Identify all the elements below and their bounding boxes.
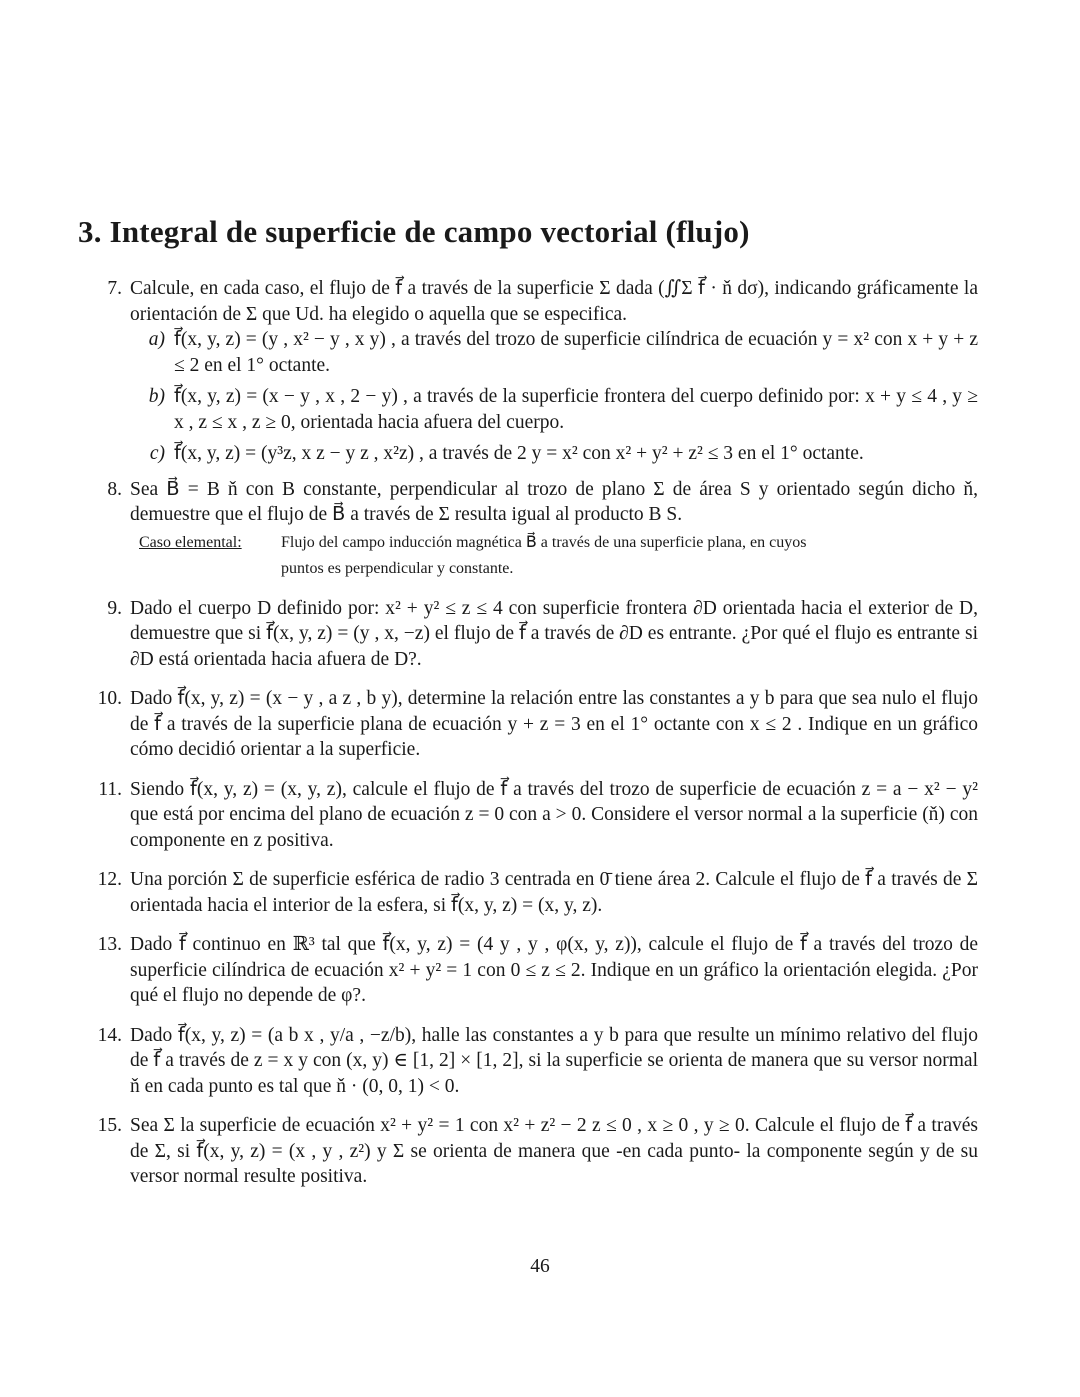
page-number: 46 [530, 1256, 550, 1277]
problem-number: 7. [107, 278, 122, 299]
subproblem-text: f⃗(x, y, z) = (y³z, x z − y z , x²z) , a través de 2 y = x² con x² + y² + z² ≤ 3 en el 1° octante. [174, 443, 864, 464]
problem-15 [0, 1113, 1080, 1190]
subproblem-b [0, 384, 1080, 435]
problem-7 [0, 276, 1080, 467]
problem-text: Sea B⃗ = B ň con B constante, perpendicular al trozo de plano Σ de área S y orientado según dicho ň, demuestre que el flujo de B⃗ a través de Σ resulta igual al producto B S. [130, 478, 978, 525]
problem-12 [0, 867, 1080, 918]
problem-list [0, 276, 1080, 1190]
subproblem-text: f⃗(x, y, z) = (x − y , x , 2 − y) , a través de la superficie frontera del cuerpo definido por: x + y ≤ 4 , y ≥ x , z ≤ x , z ≥ 0, orientada hacia afuera del cuerpo. [174, 386, 978, 433]
problem-text: Siendo f⃗(x, y, z) = (x, y, z), calcule el flujo de f⃗ a través del trozo de superficie de ecuación z = a − x² − y² que está por encima del plano de ecuación z = 0 con a > 0. Considere el versor normal a la superficie (ň) con componente en z positiva. [130, 778, 978, 851]
elemental-case-text: Flujo del campo inducción magnética B⃗ a través de una superficie plana, en cuyos puntos es perpendicular y constante. [281, 533, 807, 577]
problem-text: Dado f⃗(x, y, z) = (a b x , y/a , −z/b), halle las constantes a y b para que resulte un mínimo relativo del flujo de f⃗ a través de z = x y con (x, y) ∈ [1, 2] × [1, 2], si la superficie se orienta de manera que su versor normal ň en cada punto es tal que ň · (0, 0, 1) < 0. [130, 1024, 978, 1097]
problem-text: Dado el cuerpo D definido por: x² + y² ≤ z ≤ 4 con superficie frontera ∂D orientada hacia el exterior de D, demuestre que si f⃗(x, y, z) = (y , x, −z) el flujo de f⃗ a través de ∂D es entrante. ¿Por qué el flujo es entrante si ∂D está orientada hacia afuera de D?. [130, 597, 978, 670]
problem-number: 12. [97, 869, 122, 890]
problem-text: Dado f⃗ continuo en ℝ³ tal que f⃗(x, y, z) = (4 y , y , φ(x, y, z)), calcule el flujo de f⃗ a través del trozo de superficie cilíndrica de ecuación x² + y² = 1 con 0 ≤ z ≤ 2. Indique en un gráfico la orientación elegida. ¿Por qué el flujo no depende de φ?. [130, 934, 978, 1006]
problem-8 [0, 477, 1080, 582]
problem-number: 15. [97, 1115, 122, 1136]
problem-9 [0, 596, 1080, 673]
problem-number: 9. [107, 597, 122, 619]
section-title: 3. Integral de superficie de campo vectorial (flujo) [78, 214, 750, 249]
problem-number: 8. [107, 478, 122, 500]
problem-number: 11. [98, 778, 122, 800]
problem-10 [0, 686, 1080, 763]
problem-number: 14. [97, 1024, 122, 1046]
subproblem-a [0, 327, 1080, 378]
subproblem-label: c) [149, 443, 165, 464]
problem-text: Sea Σ la superficie de ecuación x² + y² = 1 con x² + z² − 2 z ≤ 0 , x ≥ 0 , y ≥ 0. Calcule el flujo de f⃗ a través de Σ, si f⃗(x, y, z) = (x , y , z²) y Σ se orienta de manera que -en cada punto- la componente según y de su versor normal resulte positiva. [130, 1115, 978, 1187]
subproblem-label: a) [148, 329, 165, 350]
elemental-case-label: Caso elemental: [139, 533, 242, 551]
problem-11 [0, 777, 1080, 854]
problem-13 [0, 932, 1080, 1009]
problem-text: Una porción Σ de superficie esférica de radio 3 centrada en 0̄ tiene área 2. Calcule el flujo de f⃗ a través de Σ orientada hacia el interior de la esfera, si f⃗(x, y, z) = (x, y, z). [130, 869, 978, 916]
problem-number: 10. [97, 688, 122, 709]
problem-text: Dado f⃗(x, y, z) = (x − y , a z , b y), determine la relación entre las constantes a y b para que sea nulo el flujo de f⃗ a través de la superficie plana de ecuación y + z = 3 en el 1° octante con x ≤ 2 . Indique en un gráfico cómo decidió orientar a la superficie. [130, 688, 978, 760]
subproblem-text: f⃗(x, y, z) = (y , x² − y , x y) , a través del trozo de superficie cilíndrica de ecuación y = x² con x + y + z ≤ 2 en el 1° octante. [174, 329, 978, 376]
problem-text: Calcule, en cada caso, el flujo de f⃗ a través de la superficie Σ dada (∬Σ f⃗ · ň dσ), indicando gráficamente la orientación de Σ que Ud. ha elegido o aquella que se especifica. [130, 278, 978, 325]
problem-14 [0, 1023, 1080, 1100]
subproblem-label: b) [148, 386, 165, 407]
subproblem-c [0, 441, 1080, 467]
elemental-case [0, 530, 1080, 582]
problem-number: 13. [97, 934, 122, 955]
